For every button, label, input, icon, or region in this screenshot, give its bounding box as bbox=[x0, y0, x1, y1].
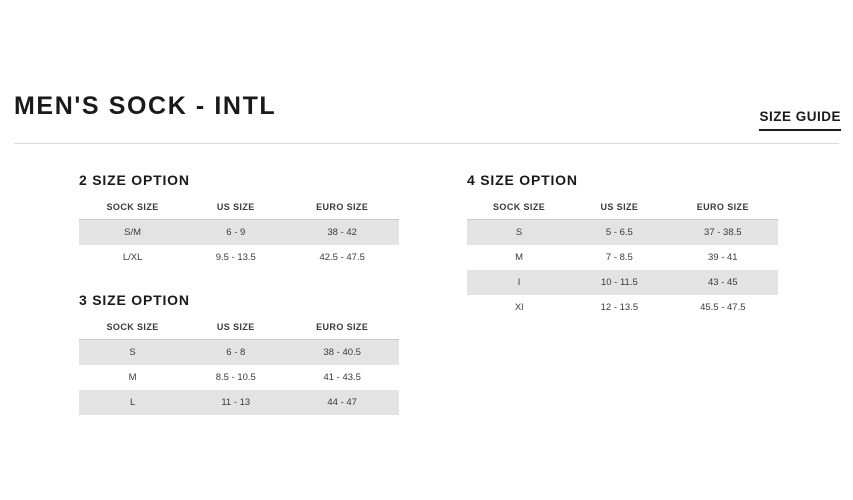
cell-euro-size: 37 - 38.5 bbox=[668, 220, 778, 246]
cell-sock-size: L/XL bbox=[122, 252, 143, 263]
cell-euro-size: 38 - 42 bbox=[285, 220, 399, 246]
cell-euro-size: 38 - 40.5 bbox=[285, 340, 399, 366]
cell-sock-size: S bbox=[79, 340, 186, 366]
cell-euro-size: 44 - 47 bbox=[285, 390, 399, 415]
cell-sock-size: M bbox=[515, 252, 524, 263]
cell-us-size: 5 - 6.5 bbox=[571, 220, 667, 246]
column-header-sock-size: SOCK SIZE bbox=[79, 322, 186, 340]
cell-euro-size: 42.5 - 47.5 bbox=[319, 252, 365, 263]
page-header bbox=[0, 92, 853, 148]
column-header-sock-size: SOCK SIZE bbox=[79, 202, 186, 220]
cell-us-size: 9.5 - 13.5 bbox=[215, 252, 256, 263]
table-row bbox=[467, 270, 778, 295]
table-row bbox=[79, 340, 399, 366]
cell-sock-size: l bbox=[467, 270, 571, 295]
right-column bbox=[467, 172, 778, 320]
left-column bbox=[79, 172, 399, 415]
column-header-euro-size: EURO SIZE bbox=[285, 322, 399, 340]
four-size-option-title: 4 SIZE OPTION bbox=[467, 172, 578, 188]
column-header-us-size: US SIZE bbox=[186, 322, 285, 340]
four-size-option-block bbox=[467, 172, 778, 320]
cell-us-size: 10 - 11.5 bbox=[571, 270, 667, 295]
cell-sock-size: M bbox=[128, 372, 137, 383]
table-row bbox=[467, 245, 778, 270]
three-size-option-title: 3 SIZE OPTION bbox=[79, 292, 190, 308]
column-header-us-size: US SIZE bbox=[186, 202, 285, 220]
size-guide-heading bbox=[759, 108, 841, 131]
table-header-row bbox=[467, 202, 778, 220]
header-divider bbox=[14, 143, 839, 144]
table-row bbox=[467, 220, 778, 246]
column-header-euro-size: EURO SIZE bbox=[668, 202, 778, 220]
cell-us-size: 12 - 13.5 bbox=[600, 302, 639, 313]
table-row bbox=[79, 220, 399, 246]
size-guide-label: SIZE GUIDE bbox=[759, 109, 841, 131]
table-header-row bbox=[79, 202, 399, 220]
cell-us-size: 6 - 9 bbox=[186, 220, 285, 246]
cell-sock-size: S/M bbox=[79, 220, 186, 246]
cell-us-size: 7 - 8.5 bbox=[605, 252, 633, 263]
table-row bbox=[79, 245, 399, 270]
three-size-option-table bbox=[79, 322, 399, 415]
column-header-sock-size: SOCK SIZE bbox=[467, 202, 571, 220]
cell-euro-size: 41 - 43.5 bbox=[323, 372, 361, 383]
cell-sock-size: Xl bbox=[514, 302, 524, 313]
page-title: MEN'S SOCK - INTL bbox=[14, 92, 277, 120]
cell-euro-size: 39 - 41 bbox=[708, 252, 738, 263]
cell-sock-size: S bbox=[467, 220, 571, 246]
cell-sock-size: L bbox=[79, 390, 186, 415]
table-row bbox=[467, 295, 778, 320]
column-header-us-size: US SIZE bbox=[571, 202, 667, 220]
cell-euro-size: 43 - 45 bbox=[668, 270, 778, 295]
column-header-euro-size: EURO SIZE bbox=[285, 202, 399, 220]
cell-euro-size: 45.5 - 47.5 bbox=[700, 302, 746, 313]
four-size-option-table bbox=[467, 202, 778, 320]
cell-us-size: 8.5 - 10.5 bbox=[215, 372, 256, 383]
table-row bbox=[79, 390, 399, 415]
table-header-row bbox=[79, 322, 399, 340]
two-size-option-title: 2 SIZE OPTION bbox=[79, 172, 190, 188]
cell-us-size: 6 - 8 bbox=[186, 340, 285, 366]
two-size-option-block bbox=[79, 172, 399, 270]
three-size-option-block bbox=[79, 292, 399, 415]
cell-us-size: 11 - 13 bbox=[186, 390, 285, 415]
table-row bbox=[79, 365, 399, 390]
two-size-option-table bbox=[79, 202, 399, 270]
